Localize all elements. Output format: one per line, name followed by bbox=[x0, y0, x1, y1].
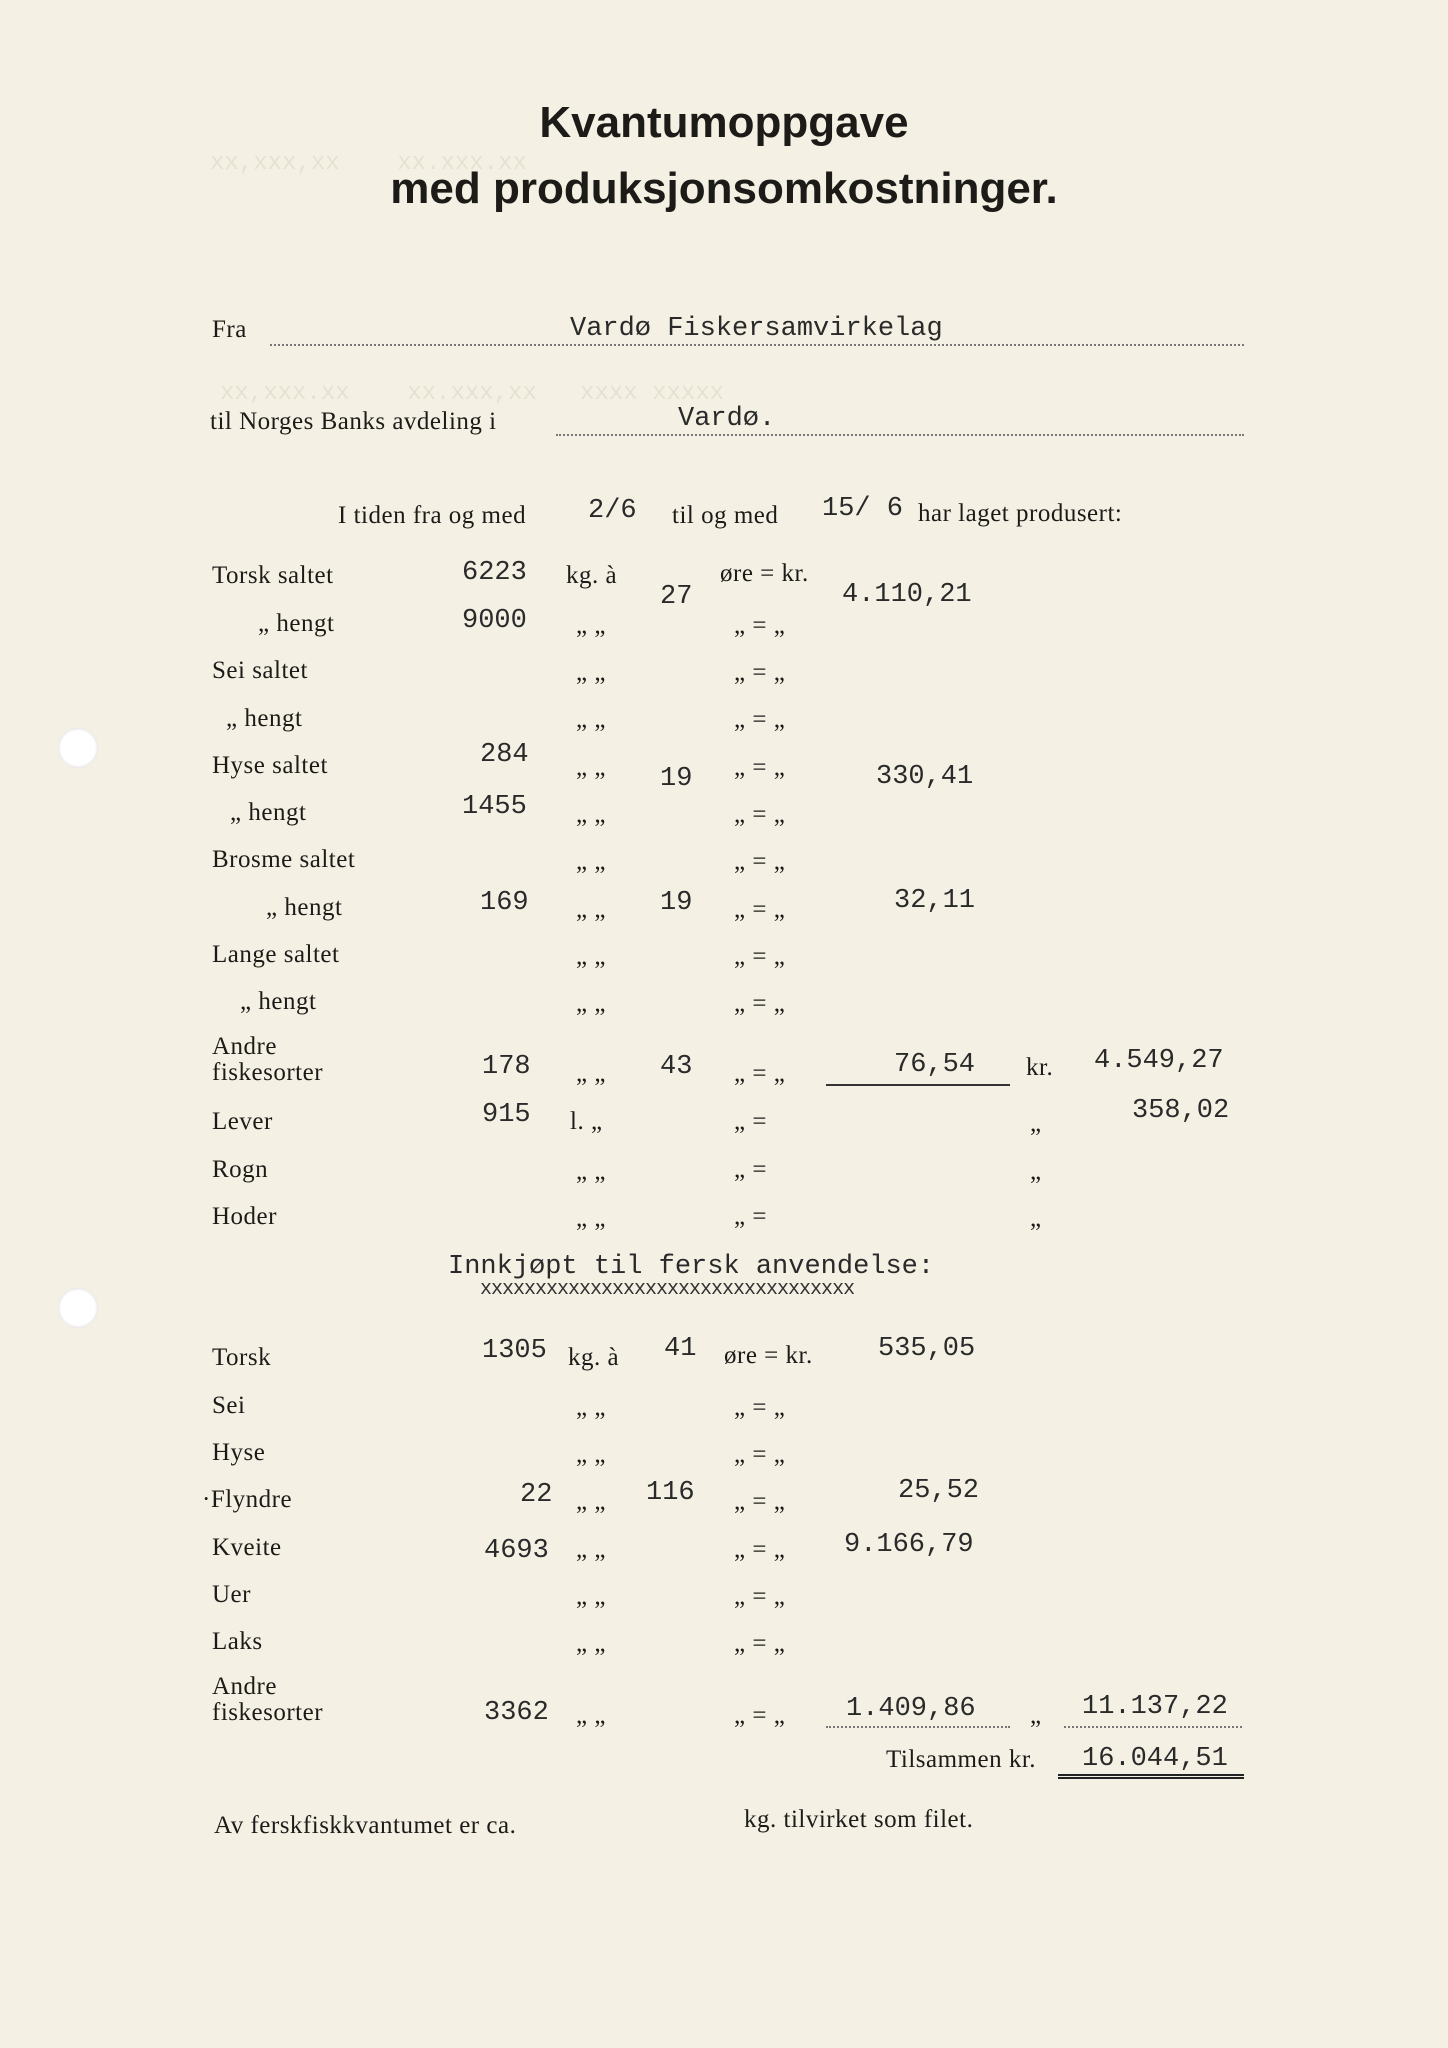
bleed-through-text: xx,xxx,xx xx.xxx.xx bbox=[210, 150, 527, 177]
equals-mark: „ = bbox=[734, 1156, 767, 1183]
row-amount[interactable]: 535,05 bbox=[878, 1334, 976, 1364]
row-name: Lever bbox=[212, 1108, 273, 1135]
row-price[interactable]: 41 bbox=[664, 1334, 697, 1364]
row-name: Sei bbox=[212, 1392, 246, 1419]
ditto-mark: „ „ bbox=[576, 801, 606, 828]
equals-mark: „ = „ bbox=[734, 706, 786, 733]
row-name: ·Flyndre bbox=[202, 1486, 293, 1513]
equals-mark: „ = „ bbox=[734, 1441, 786, 1468]
row-name: Torsk saltet bbox=[212, 562, 334, 589]
torsk-price[interactable]: 27 bbox=[660, 582, 693, 612]
row-name: Kveite bbox=[212, 1534, 282, 1561]
period-to[interactable]: 15/ 6 bbox=[822, 494, 904, 524]
equals-mark: „ = „ bbox=[734, 1583, 786, 1610]
unit-kg-a: kg. à bbox=[566, 562, 618, 589]
equals-mark: „ = „ bbox=[734, 990, 786, 1017]
lever-total[interactable]: 358,02 bbox=[1132, 1096, 1230, 1126]
bleed-through-text: xx,xxx.xx xx.xxx,xx xxxx xxxxx bbox=[220, 380, 725, 407]
ditto-mark: „ „ bbox=[576, 1441, 606, 1468]
kr-label: kr. bbox=[1026, 1054, 1054, 1081]
fra-value[interactable]: Vardø Fiskersamvirkelag bbox=[570, 314, 943, 344]
form-title-line1: Kvantumoppgave bbox=[539, 98, 909, 147]
row-price[interactable]: 116 bbox=[646, 1478, 695, 1508]
ditto-mark: „ „ bbox=[576, 706, 606, 733]
purchased-total[interactable]: 11.137,22 bbox=[1082, 1692, 1228, 1722]
tilsammen-label: Tilsammen kr. bbox=[886, 1746, 1037, 1773]
row-amount[interactable]: 76,54 bbox=[894, 1050, 976, 1080]
ditto-mark: „ „ bbox=[576, 1630, 606, 1657]
total-dotted-underline bbox=[1064, 1726, 1242, 1728]
fra-label: Fra bbox=[212, 316, 247, 343]
row-name: Sei saltet bbox=[212, 657, 308, 684]
row-name: Hyse bbox=[212, 1439, 266, 1466]
amount-dotted-underline bbox=[826, 1726, 1010, 1728]
equals-mark: „ = „ bbox=[734, 659, 786, 686]
row-qty[interactable]: 178 bbox=[482, 1052, 531, 1082]
equals-mark: „ = „ bbox=[734, 1394, 786, 1421]
hyse-amount[interactable]: 330,41 bbox=[876, 762, 974, 792]
row-name: Uer bbox=[212, 1581, 251, 1608]
unit-kg-a: kg. à bbox=[568, 1344, 620, 1371]
equals-mark: „ = bbox=[734, 1108, 767, 1135]
row-qty[interactable]: 1305 bbox=[482, 1336, 547, 1366]
row-name: Hyse saltet bbox=[212, 752, 328, 779]
row-amount[interactable]: 25,52 bbox=[898, 1476, 980, 1506]
equals-mark: „ = bbox=[734, 1203, 767, 1230]
ditto-mark: „ bbox=[1030, 1702, 1042, 1729]
purchased-heading[interactable]: Innkjøpt til fersk anvendelse: bbox=[448, 1252, 935, 1282]
period-mid: til og med bbox=[672, 502, 779, 529]
row-qty[interactable]: 284 bbox=[480, 740, 529, 770]
row-name: Andre fiskesorter bbox=[212, 1673, 324, 1726]
row-qty[interactable]: 915 bbox=[482, 1100, 531, 1130]
tilsammen-value[interactable]: 16.044,51 bbox=[1082, 1744, 1228, 1774]
row-amount[interactable]: 1.409,86 bbox=[846, 1694, 976, 1724]
row-name: „ hengt bbox=[258, 610, 335, 637]
equals-mark: „ = „ bbox=[734, 896, 786, 923]
ditto-mark: „ „ bbox=[576, 1158, 606, 1185]
subtotal-kr[interactable]: 4.549,27 bbox=[1094, 1046, 1224, 1076]
row-name: „ hengt bbox=[266, 894, 343, 921]
ditto-mark: „ „ bbox=[576, 848, 606, 875]
period-suffix: har laget produsert: bbox=[918, 500, 1123, 527]
row-name: Torsk bbox=[212, 1344, 272, 1371]
equals-mark: „ = „ bbox=[734, 943, 786, 970]
row-qty[interactable]: 169 bbox=[480, 888, 529, 918]
ditto-mark: „ „ bbox=[576, 659, 606, 686]
row-name: „ hengt bbox=[230, 799, 307, 826]
ditto-mark: „ „ bbox=[576, 990, 606, 1017]
row-price[interactable]: 43 bbox=[660, 1052, 693, 1082]
ditto-mark: „ „ bbox=[576, 612, 606, 639]
subtotal-underline bbox=[826, 1084, 1010, 1086]
ditto-mark: „ bbox=[1030, 1205, 1042, 1232]
equals-mark: „ = „ bbox=[734, 1536, 786, 1563]
punch-hole bbox=[58, 728, 98, 768]
ditto-mark: „ „ bbox=[576, 1583, 606, 1610]
footer-left: Av ferskfiskkvantumet er ca. bbox=[214, 1812, 517, 1839]
ditto-mark: „ bbox=[1030, 1158, 1042, 1185]
ditto-mark: „ „ bbox=[576, 943, 606, 970]
ditto-mark: „ „ bbox=[576, 1205, 606, 1232]
til-dotted-line bbox=[556, 434, 1244, 436]
row-name: Andre fiskesorter bbox=[212, 1033, 324, 1086]
row-qty[interactable]: 4693 bbox=[484, 1536, 549, 1566]
unit-ore-kr: øre = kr. bbox=[720, 560, 809, 587]
ditto-mark: „ „ bbox=[576, 1488, 606, 1515]
torsk-amount[interactable]: 4.110,21 bbox=[842, 580, 972, 610]
ditto-mark: „ „ bbox=[576, 754, 606, 781]
ditto-mark: „ „ bbox=[576, 1702, 606, 1729]
unit-liter: l. „ bbox=[570, 1108, 603, 1135]
row-name: „ hengt bbox=[240, 988, 317, 1015]
til-value[interactable]: Vardø. bbox=[678, 404, 776, 434]
row-name: Laks bbox=[212, 1628, 263, 1655]
footer-right: kg. tilvirket som filet. bbox=[744, 1806, 974, 1833]
period-from[interactable]: 2/6 bbox=[588, 496, 637, 526]
period-prefix: I tiden fra og med bbox=[338, 502, 527, 529]
row-name: Brosme saltet bbox=[212, 846, 356, 873]
equals-mark: „ = „ bbox=[734, 801, 786, 828]
equals-mark: „ = „ bbox=[734, 1060, 786, 1087]
ditto-mark: „ „ bbox=[576, 896, 606, 923]
ditto-mark: „ bbox=[1030, 1110, 1042, 1137]
row-amount[interactable]: 32,11 bbox=[894, 886, 976, 916]
equals-mark: „ = „ bbox=[734, 1630, 786, 1657]
row-qty[interactable]: 6223 bbox=[462, 558, 527, 588]
struck-out-heading: xxxxxxxxxxxxxxxxxxxxxxxxxxxxxxxxxx bbox=[480, 1278, 855, 1301]
equals-mark: „ = „ bbox=[734, 1488, 786, 1515]
row-name: „ hengt bbox=[226, 705, 303, 732]
row-qty[interactable]: 9000 bbox=[462, 606, 527, 636]
row-qty[interactable]: 3362 bbox=[484, 1698, 549, 1728]
punch-hole bbox=[58, 1288, 98, 1328]
hyse-price[interactable]: 19 bbox=[660, 764, 693, 794]
ditto-mark: „ „ bbox=[576, 1536, 606, 1563]
row-name: Lange saltet bbox=[212, 941, 340, 968]
row-qty[interactable]: 22 bbox=[520, 1480, 553, 1510]
equals-mark: „ = „ bbox=[734, 754, 786, 781]
row-name: Rogn bbox=[212, 1156, 269, 1183]
equals-mark: „ = „ bbox=[734, 612, 786, 639]
ditto-mark: „ „ bbox=[576, 1394, 606, 1421]
tilsammen-double-underline bbox=[1058, 1774, 1244, 1779]
row-name: Hoder bbox=[212, 1203, 277, 1230]
til-label: til Norges Banks avdeling i bbox=[210, 408, 497, 435]
unit-ore-kr: øre = kr. bbox=[724, 1342, 813, 1369]
equals-mark: „ = „ bbox=[734, 848, 786, 875]
form-title-line2: med produksjonsomkostninger. bbox=[390, 164, 1058, 213]
row-amount[interactable]: 9.166,79 bbox=[844, 1530, 974, 1560]
ditto-mark: „ „ bbox=[576, 1060, 606, 1087]
row-qty[interactable]: 1455 bbox=[462, 792, 527, 822]
fra-dotted-line bbox=[270, 344, 1244, 346]
row-price[interactable]: 19 bbox=[660, 888, 693, 918]
equals-mark: „ = „ bbox=[734, 1702, 786, 1729]
